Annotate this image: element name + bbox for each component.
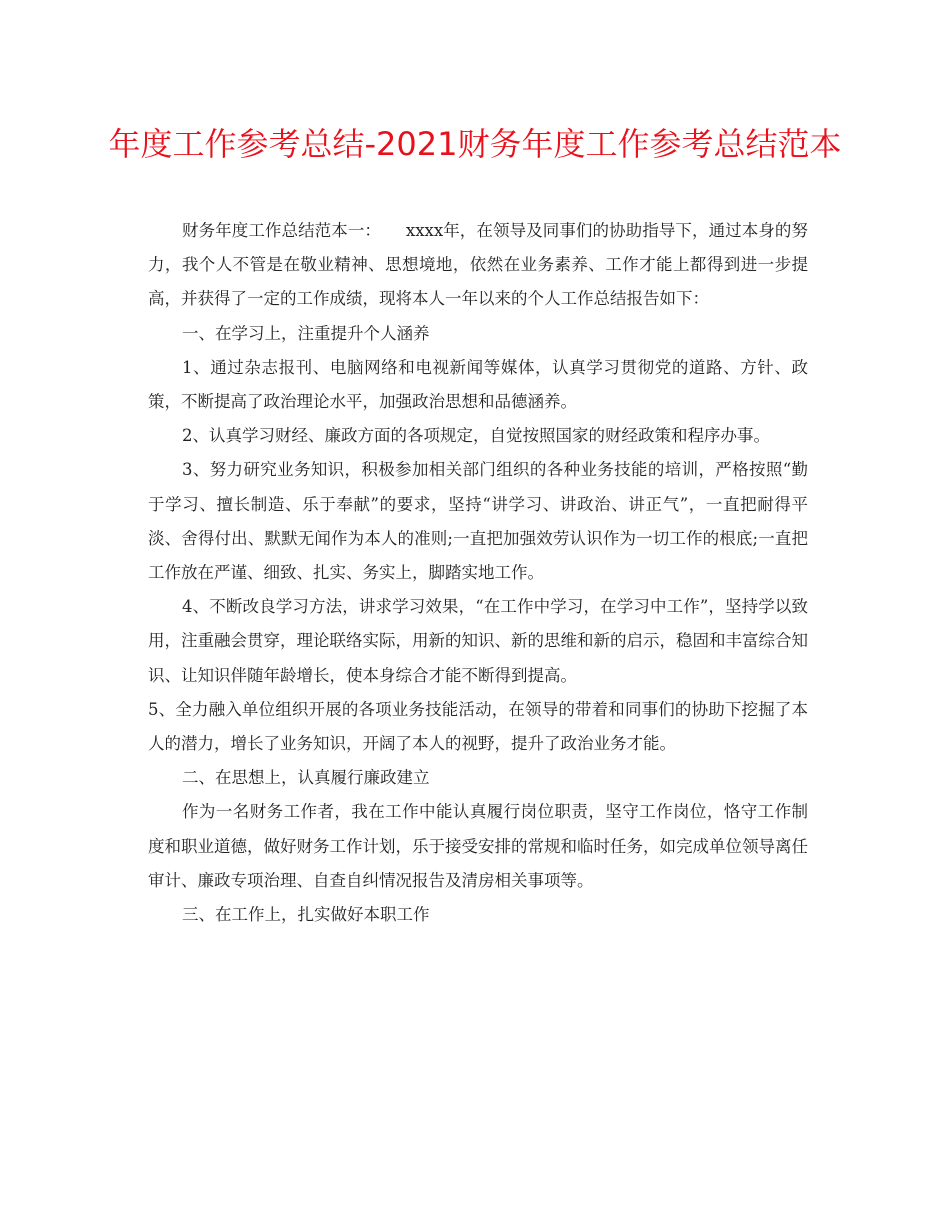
study-item-2: 2、认真学习财经、廉政方面的各项规定，自觉按照国家的财经政策和程序办事。 [182, 426, 770, 446]
intro-paragraph: 财务年度工作总结范本一： xxxx年，在领导及同事们的协助指导下，通过本身的努力，我个人不管是在敬业精神、思想境地，依然在业务素养、工作才能上都得到进一步提高，并获得了一定的工作成绩，现将本人一年以来的个人工作总结报告如下： [148, 221, 808, 309]
study-item-1: 1、通过杂志报刊、电脑网络和电视新闻等媒体，认真学习贯彻党的道路、方针、政策，不断提高了政治理论水平，加强政治思想和品德涵养。 [148, 357, 808, 412]
document-title: 年度工作参考总结-2021财务年度工作参考总结范本 [108, 125, 842, 163]
section-heading-work: 三、在工作上，扎实做好本职工作 [182, 905, 430, 925]
thought-paragraph: 作为一名财务工作者，我在工作中能认真履行岗位职责，坚守工作岗位，恪守工作制度和职业道德，做好财务工作计划，乐于接受安排的常规和临时任务，如完成单位领导离任审计、廉政专项治理、自查自纠情况报告及清房相关事项等。 [148, 802, 808, 890]
study-item-3: 3、努力研究业务知识，积极参加相关部门组织的各种业务技能的培训，严格按照“勤于学习、擅长制造、乐于奉献”的要求，坚持“讲学习、讲政治、讲正气”，一直把耐得平淡、舍得付出、默默无闻作为本人的准则;一直把加强效劳认识作为一切工作的根底;一直把工作放在严谨、细致、扎实、务实上，脚踏实地工作。 [148, 460, 808, 583]
section-heading-study: 一、在学习上，注重提升个人涵养 [182, 323, 430, 343]
document-body [148, 214, 808, 932]
study-item-4: 4、不断改良学习方法，讲求学习效果，“在工作中学习，在学习中工作”，坚持学以致用，注重融会贯穿，理论联络实际，用新的知识、新的思维和新的启示，稳固和丰富综合知识、让知识伴随年龄增长，使本身综合才能不断得到提高。 [148, 597, 808, 685]
study-item-5: 5、全力融入单位组织开展的各项业务技能活动，在领导的带着和同事们的协助下挖掘了本人的潜力，增长了业务知识，开阔了本人的视野，提升了政治业务才能。 [148, 699, 808, 754]
section-heading-thought: 二、在思想上，认真履行廉政建立 [182, 768, 430, 788]
